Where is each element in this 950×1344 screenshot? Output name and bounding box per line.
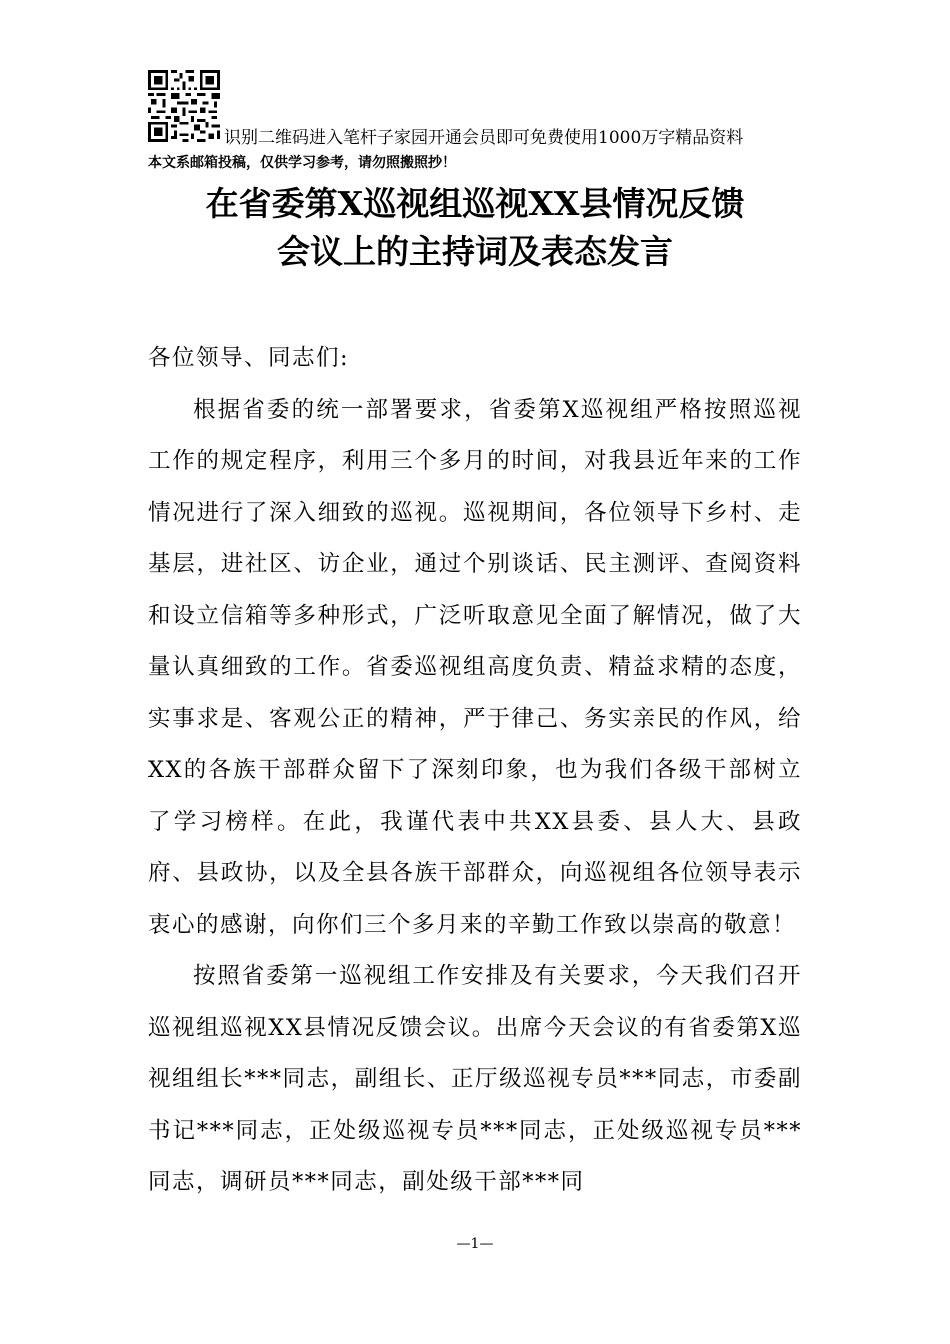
- page-number: —1—: [456, 1236, 494, 1252]
- qr-code-image: [148, 70, 220, 142]
- paragraph-1: 根据省委的统一部署要求，省委第X巡视组严格按照巡视工作的规定程序，利用三个多月的时间，对我县近年来的工作情况进行了深入细致的巡视。巡视期间，各位领导下乡村、走基层，进社区、访企业，通过个别谈话、民主测评、查阅资料和设立信箱等多种形式，广泛听取意见全面了解情况，做了大量认真细致的工作。省委巡视组高度负责、精益求精的态度，实事求是、客观公正的精神，严于律己、务实亲民的作风，给XX的各族干部群众留下了深刻印象，也为我们各级干部树立了学习榜样。在此，我谨代表中共XX县委、县人大、县政府、县政协，以及全县各族干部群众，向巡视组各位领导表示衷心的感谢，向你们三个多月来的辛勤工作致以崇高的敬意！: [148, 396, 802, 938]
- document-body: [148, 333, 802, 1209]
- paragraph-2: 按照省委第一巡视组工作安排及有关要求，今天我们召开巡视组巡视XX县情况反馈会议。出席今天会议的有省委第X巡视组组长***同志，副组长、正厅级巡视专员***同志，市委副书记***同志，正处级巡视专员***同志，正处级巡视专员***同志，调研员***同志，副处级干部***同: [148, 963, 802, 1195]
- qr-promo-text: 识别二维码进入笔杆子家园开通会员即可免费使用1000万字精品资料: [224, 128, 744, 148]
- salutation: 各位领导、同志们:: [148, 345, 350, 371]
- document-title-line-1: 在省委第X巡视组巡视XX县情况反馈: [205, 184, 745, 223]
- copyright-notice: 本文系邮箱投稿，仅供学习参考，请勿照搬照抄！: [148, 155, 456, 171]
- document-title-line-2: 会议上的主持词及表态发言: [277, 232, 673, 271]
